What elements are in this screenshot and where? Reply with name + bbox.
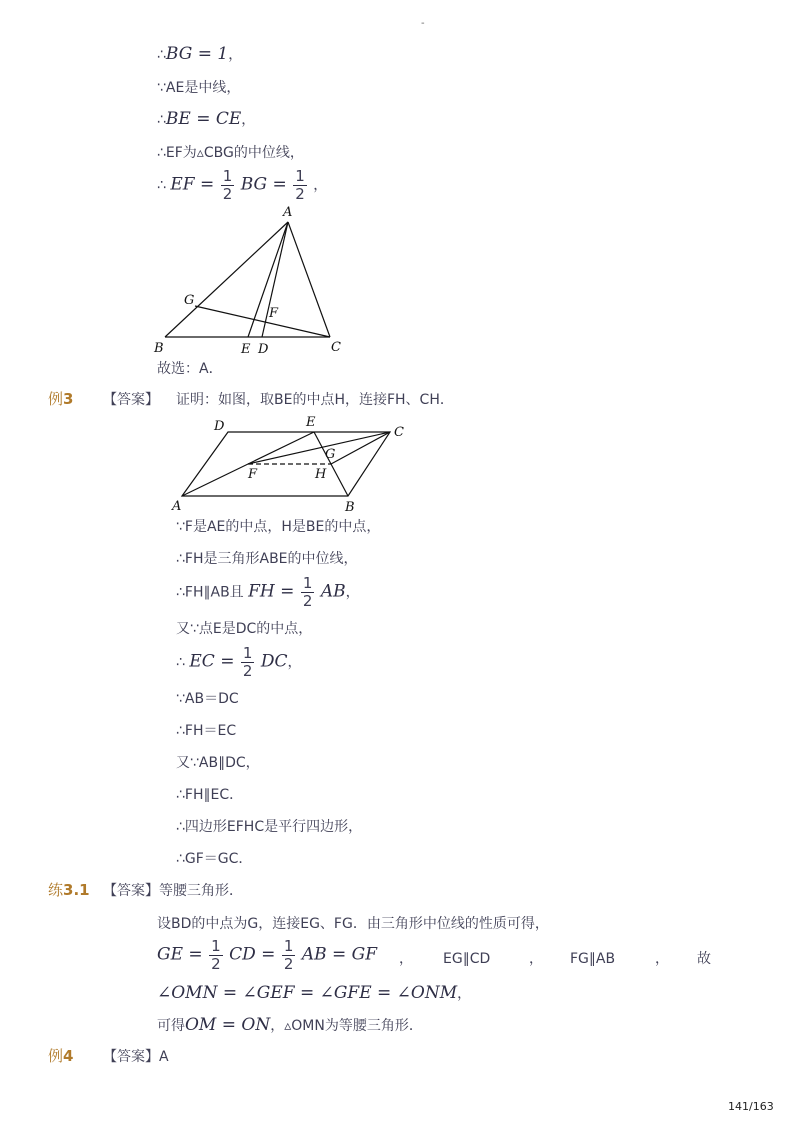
ex31-line-4 bbox=[157, 1017, 423, 1034]
label-d: D bbox=[258, 342, 269, 357]
therefore-sign: ∴ bbox=[157, 112, 166, 128]
frac-num: 1 bbox=[242, 644, 253, 662]
ex31-heading bbox=[48, 883, 90, 898]
therefore-sign: ∴ bbox=[157, 47, 166, 63]
answer-label: 【答案】 bbox=[103, 1049, 159, 1065]
comma: ， bbox=[287, 654, 302, 671]
side-ac bbox=[288, 222, 330, 337]
math-dc: DC bbox=[260, 651, 288, 672]
frac-num: 1 bbox=[302, 574, 313, 592]
ex3-step-4: 又∵点E是DC的中点， bbox=[176, 621, 313, 637]
hence-text: 故 bbox=[697, 951, 711, 967]
answer-text: A bbox=[159, 1049, 169, 1065]
frac-den: 2 bbox=[302, 592, 313, 610]
step-text: 可得 bbox=[157, 1018, 185, 1034]
top-line-1 bbox=[157, 46, 242, 63]
tag-prefix: 练 bbox=[48, 881, 64, 899]
label-d: D bbox=[214, 419, 225, 434]
top-line-5 bbox=[157, 168, 327, 203]
math-ab-eq-gf: AB = GF bbox=[301, 944, 378, 965]
math-be-eq-ce: BE = CE bbox=[165, 109, 242, 129]
math-ge: GE = bbox=[157, 944, 203, 965]
step-text: ，▵OMN为等腰三角形． bbox=[270, 1018, 423, 1034]
ex3-step-10: ∴四边形EFHC是平行四边形， bbox=[176, 819, 363, 835]
label-a: A bbox=[283, 205, 293, 220]
choice-line: 故选：A． bbox=[157, 361, 223, 377]
tag-prefix: 例 bbox=[48, 1047, 64, 1065]
ex31-line-3 bbox=[157, 985, 471, 1002]
frac-den: 2 bbox=[295, 185, 305, 203]
comma: ， bbox=[399, 951, 413, 967]
ex31-tag bbox=[48, 881, 90, 899]
frac-num: 1 bbox=[295, 167, 305, 185]
ex31-answer bbox=[103, 884, 243, 898]
frac-den: 2 bbox=[283, 955, 294, 973]
tag-number: 4 bbox=[63, 1047, 74, 1065]
fraction-half bbox=[301, 575, 315, 610]
ex3-step-3 bbox=[176, 575, 360, 610]
fg-parallel-ab: FG∥AB bbox=[570, 951, 616, 967]
tag-number: 3.1 bbox=[63, 881, 90, 899]
math-cd: CD = bbox=[229, 944, 276, 965]
comma: ， bbox=[313, 177, 328, 194]
comma: ， bbox=[228, 47, 243, 63]
frac-num: 1 bbox=[211, 937, 221, 955]
ex4-tag bbox=[48, 1047, 73, 1065]
therefore-sign: ∴ bbox=[176, 654, 185, 671]
answer-label: 【答案】 bbox=[103, 883, 159, 899]
math-ef: EF = bbox=[170, 174, 215, 195]
ex3-step-1: ∵F是AE的中点，H是BE的中点， bbox=[176, 519, 381, 535]
label-e: E bbox=[241, 342, 251, 357]
label-c: C bbox=[331, 340, 341, 355]
frac-num: 1 bbox=[283, 937, 294, 955]
tag-number: 3 bbox=[63, 390, 74, 408]
label-c: C bbox=[394, 425, 404, 440]
ex3-step-5 bbox=[176, 645, 302, 680]
label-a: A bbox=[172, 499, 182, 514]
label-e: E bbox=[306, 415, 316, 430]
frac-den: 2 bbox=[211, 955, 221, 973]
comma: ， bbox=[529, 951, 543, 967]
label-h: H bbox=[315, 467, 327, 482]
label-f: F bbox=[248, 467, 258, 482]
comma: ， bbox=[241, 112, 256, 128]
ex31-line-2 bbox=[157, 938, 713, 973]
math-fh: FH = bbox=[248, 581, 295, 602]
ex3-tag bbox=[48, 390, 73, 408]
frac-num: 1 bbox=[222, 167, 233, 185]
fraction-half bbox=[209, 938, 223, 973]
ex3-step-2: ∴FH是三角形ABE的中位线， bbox=[176, 551, 358, 567]
page-number: 141/163 bbox=[728, 1100, 774, 1113]
comma: ， bbox=[457, 986, 472, 1002]
header-mark: - bbox=[421, 18, 425, 29]
math-angle-equalities: ∠OMN = ∠GEF = ∠GFE = ∠ONM bbox=[157, 983, 458, 1003]
top-line-4: ∴EF为▵CBG的中位线， bbox=[157, 145, 304, 161]
math-ab: AB bbox=[320, 581, 346, 602]
triangle-figure bbox=[150, 200, 350, 360]
math-bg: BG = bbox=[240, 174, 287, 195]
comma: ， bbox=[655, 951, 669, 967]
therefore-sign: ∴ bbox=[157, 177, 166, 194]
label-b: B bbox=[345, 500, 355, 514]
ex3-step-6: ∵AB＝DC bbox=[176, 691, 239, 707]
ex3-step-9: ∴FH∥EC． bbox=[176, 787, 244, 803]
ex3-step-11: ∴GF＝GC． bbox=[176, 851, 253, 867]
answer-text: 等腰三角形． bbox=[159, 883, 243, 899]
label-f: F bbox=[269, 306, 279, 321]
parallelogram-figure bbox=[170, 412, 420, 514]
ex3-step-7: ∴FH＝EC bbox=[176, 723, 237, 739]
fraction-half bbox=[293, 168, 307, 203]
step-text: ∴FH∥AB且 bbox=[176, 584, 244, 601]
ex3-heading bbox=[48, 392, 73, 407]
comma: ， bbox=[345, 584, 360, 601]
frac-den: 2 bbox=[242, 662, 253, 680]
ex31-line-1: 设BD的中点为G，连接EG、FG．由三角形中位线的性质可得， bbox=[157, 916, 549, 932]
fraction-half bbox=[241, 645, 255, 680]
parallelogram-abcd bbox=[182, 432, 390, 496]
ex3-step-8: 又∵AB∥DC， bbox=[176, 755, 260, 771]
ex3-intro: 证明：如图，取BE的中点H，连接FH、CH． bbox=[176, 392, 454, 408]
top-line-3 bbox=[157, 111, 255, 128]
segment-hc bbox=[331, 432, 390, 464]
ex4-answer bbox=[103, 1050, 169, 1064]
label-b: B bbox=[154, 341, 164, 356]
ex4-heading bbox=[48, 1049, 73, 1064]
segment-fc bbox=[248, 432, 390, 464]
eg-parallel-cd: EG∥CD bbox=[443, 951, 491, 967]
frac-den: 2 bbox=[222, 185, 233, 203]
top-line-2: ∵AE是中线， bbox=[157, 80, 241, 96]
fraction-half bbox=[221, 168, 235, 203]
tag-prefix: 例 bbox=[48, 390, 64, 408]
fraction-half bbox=[282, 938, 296, 973]
math-om-eq-on: OM = ON bbox=[185, 1015, 271, 1035]
math-bg-eq-1: BG = 1 bbox=[165, 44, 229, 64]
ex3-answer-label: 【答案】 bbox=[103, 392, 159, 408]
math-ec: EC = bbox=[189, 651, 235, 672]
label-g: G bbox=[325, 447, 336, 462]
label-g: G bbox=[184, 293, 195, 308]
